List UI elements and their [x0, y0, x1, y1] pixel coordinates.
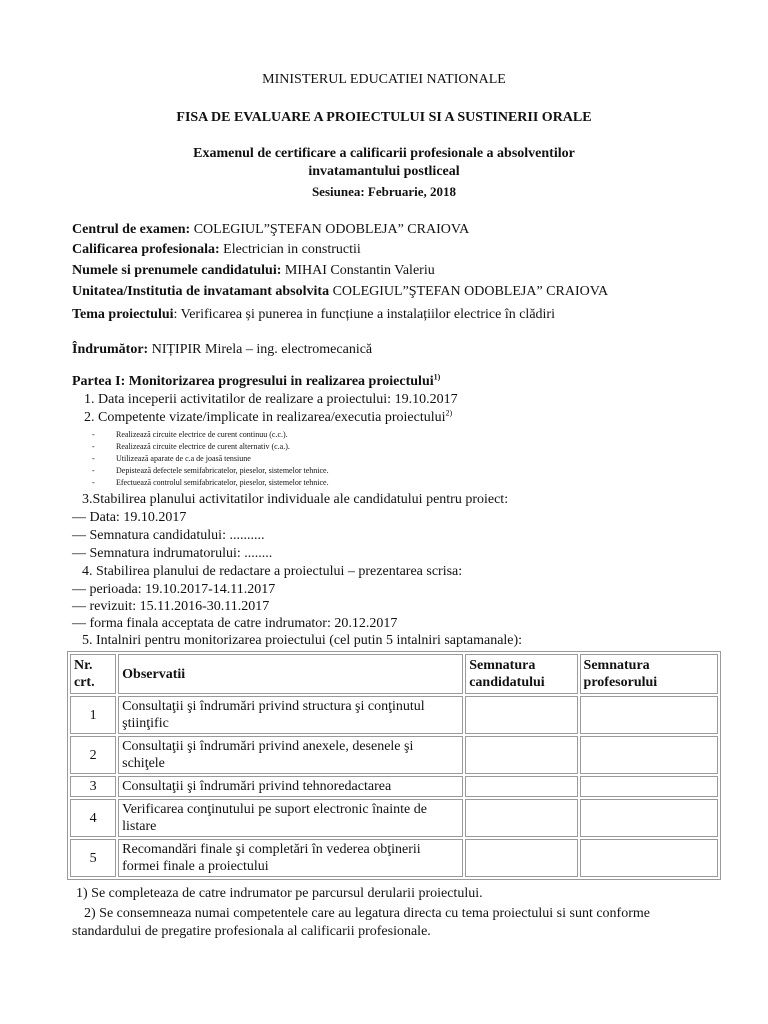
nume-line — [72, 263, 435, 279]
competenta-text: Realizează circuite electrice de curent alternativ (c.a.). — [116, 442, 290, 451]
header-observatii: Observatii — [118, 654, 463, 694]
item3-semnatura-indrumator: — Semnatura indrumatorului: ........ — [72, 546, 273, 561]
row-semnatura-candidat-cell[interactable] — [465, 839, 577, 877]
table-header-row — [70, 654, 718, 694]
row-observatie: Consultaţii şi îndrumări privind anexele, desenele şi schiţele — [118, 736, 463, 774]
nume-label: Numele si prenumele candidatului: — [72, 263, 282, 278]
row-observatie: Consultaţii şi îndrumări privind tehnoredactarea — [118, 776, 463, 797]
partea1-title-sup: 1) — [433, 372, 441, 382]
tema-value: : Verificarea și punerea in funcțiune a instalațiilor electrice în clădiri — [173, 307, 555, 322]
footnote-2: 2) Se consemneaza numai competentele care au legatura directa cu tema proiectului si sunt conforme standardului de pregatire profesionala al calificarii profesionale. — [72, 906, 650, 939]
item3-semnatura-candidat: — Semnatura candidatului: .......... — [72, 528, 265, 543]
exam-heading-line1: Examenul de certificare a calificarii profesionale a absolventilor — [193, 146, 575, 161]
competenta-text: Utilizează aparate de c.a de joasă tensiune — [116, 454, 251, 463]
unitate-label: Unitatea/Institutia de invatamant absolvita — [72, 284, 330, 299]
unitate-value: COLEGIUL”ŞTEFAN ODOBLEJA” CRAIOVA — [329, 284, 609, 299]
partea1-title-text: Partea I: Monitorizarea progresului in realizarea proiectului — [72, 374, 434, 389]
header-semnatura-profesor — [580, 654, 718, 694]
table-row — [70, 696, 718, 734]
calificare-line — [72, 242, 361, 258]
exam-heading-line2: invatamantului postliceal — [308, 164, 460, 179]
header-semnatura-candidat — [465, 654, 577, 694]
calificare-value: Electrician in constructii — [219, 242, 361, 257]
unitate-line — [72, 284, 608, 300]
indrumator-label: Îndrumător: — [72, 342, 149, 357]
row-number: 1 — [70, 696, 116, 734]
row-semnatura-profesor-cell[interactable] — [580, 776, 718, 797]
header-nr-line2: crt. — [74, 675, 95, 690]
item4-forma-finala: — forma finala acceptata de catre indrumator: 20.12.2017 — [72, 616, 398, 631]
item4-perioada: — perioada: 19.10.2017-14.11.2017 — [72, 582, 276, 597]
row-semnatura-profesor-cell[interactable] — [580, 839, 718, 877]
item4-line: 4. Stabilirea planului de redactare a proiectului – prezentarea scrisa: — [82, 564, 463, 579]
header-semnatura-candidat-line1: Semnatura — [469, 658, 536, 673]
tema-line — [72, 307, 555, 323]
header-semnatura-candidat-line2: candidatului — [469, 675, 545, 690]
header-semnatura-profesor-line2: profesorului — [583, 675, 658, 690]
row-observatie: Recomandări finale şi completări în vederea obţinerii formei finale a proiectului — [118, 839, 463, 877]
item2-line — [84, 410, 452, 426]
row-number: 3 — [70, 776, 116, 797]
partea1-title — [72, 374, 440, 390]
document-title: FISA DE EVALUARE A PROIECTULUI SI A SUSTINERII ORALE — [176, 110, 592, 125]
row-semnatura-profesor-cell[interactable] — [580, 799, 718, 837]
table-row — [70, 776, 718, 797]
competenta-item: - Realizează circuite electrice de curent alternativ (c.a.). — [92, 442, 290, 451]
item5-line: 5. Intalniri pentru monitorizarea proiectului (cel putin 5 intalniri saptamanale): — [82, 633, 523, 648]
indrumator-value: NIȚIPIR Mirela – ing. electromecanică — [148, 342, 373, 357]
row-semnatura-candidat-cell[interactable] — [465, 776, 577, 797]
competenta-text: Efectuează controlul semifabricatelor, pieselor, sistemelor tehnice. — [116, 478, 329, 487]
competenta-text: Depistează defectele semifabricatelor, pieselor, sistemelor tehnice. — [116, 466, 329, 475]
row-number: 2 — [70, 736, 116, 774]
header-nr — [70, 654, 116, 694]
item4-revizuit: — revizuit: 15.11.2016-30.11.2017 — [72, 599, 270, 614]
competenta-item: - Realizează circuite electrice de curent continuu (c.c.). — [92, 430, 288, 439]
item1-line: 1. Data inceperii activitatilor de realizare a proiectului: 19.10.2017 — [84, 392, 458, 407]
ministry-heading: MINISTERUL EDUCATIEI NATIONALE — [262, 72, 506, 87]
table-row — [70, 736, 718, 774]
exam-heading — [0, 145, 768, 181]
footnote-1: 1) Se completeaza de catre indrumator pe parcursul derularii proiectului. — [76, 886, 483, 901]
row-observatie: Verificarea conţinutului pe suport electronic înainte de listare — [118, 799, 463, 837]
header-semnatura-profesor-line1: Semnatura — [583, 658, 650, 673]
table-row — [70, 799, 718, 837]
calificare-label: Calificarea profesionala: — [72, 242, 220, 257]
table-row — [70, 839, 718, 877]
row-number: 5 — [70, 839, 116, 877]
tema-label: Tema proiectului — [72, 307, 174, 322]
nume-value: MIHAI Constantin Valeriu — [281, 263, 435, 278]
row-semnatura-candidat-cell[interactable] — [465, 736, 577, 774]
session-line: Sesiunea: Februarie, 2018 — [311, 184, 457, 199]
row-number: 4 — [70, 799, 116, 837]
item2-text: 2. Competente vizate/implicate in realizarea/executia proiectului — [84, 410, 446, 425]
item3-line: 3.Stabilirea planului activitatilor individuale ale candidatului pentru proiect: — [82, 492, 509, 507]
monitoring-table — [67, 651, 721, 880]
centru-value: COLEGIUL”ŞTEFAN ODOBLEJA” CRAIOVA — [190, 222, 470, 237]
item2-sup: 2) — [445, 408, 453, 418]
row-observatie: Consultaţii şi îndrumări privind structura şi conţinutul ştiinţific — [118, 696, 463, 734]
row-semnatura-candidat-cell[interactable] — [465, 696, 577, 734]
competenta-item: - Utilizează aparate de c.a de joasă tensiune — [92, 454, 251, 463]
centru-label: Centrul de examen: — [72, 222, 191, 237]
item3-data: — Data: 19.10.2017 — [72, 510, 187, 525]
row-semnatura-profesor-cell[interactable] — [580, 696, 718, 734]
header-nr-line1: Nr. — [74, 658, 93, 673]
centru-line — [72, 222, 469, 238]
competenta-text: Realizează circuite electrice de curent continuu (c.c.). — [116, 430, 288, 439]
competenta-item: - Efectuează controlul semifabricatelor, pieselor, sistemelor tehnice. — [92, 478, 329, 487]
indrumator-line — [72, 342, 372, 358]
row-semnatura-candidat-cell[interactable] — [465, 799, 577, 837]
row-semnatura-profesor-cell[interactable] — [580, 736, 718, 774]
competenta-item: - Depistează defectele semifabricatelor, pieselor, sistemelor tehnice. — [92, 466, 329, 475]
